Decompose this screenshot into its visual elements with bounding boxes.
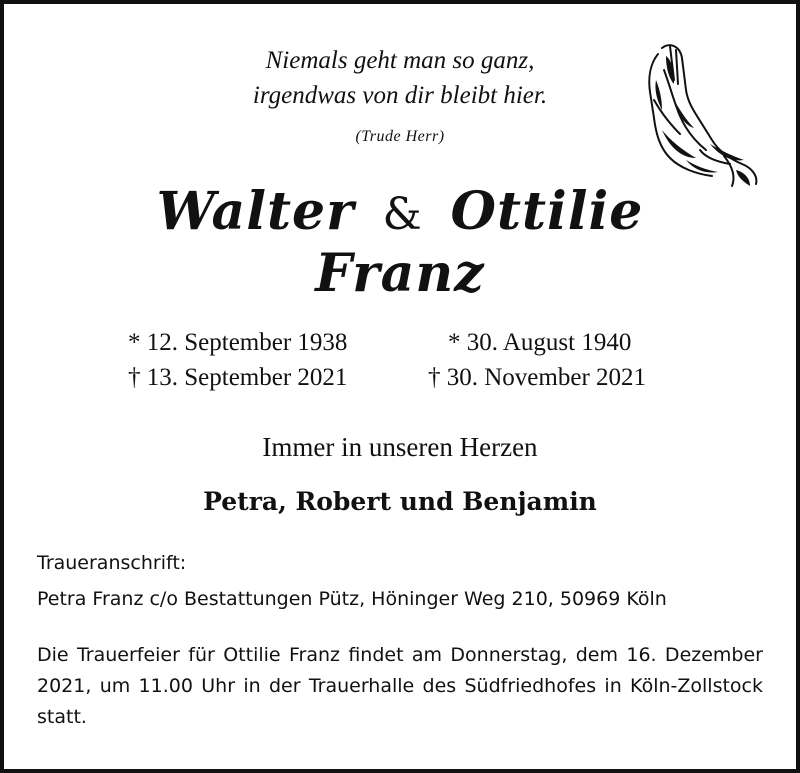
service-notice: Die Trauerfeier für Ottilie Franz findet am Donnerstag, dem 16. Dezember 2021, um 11.00 Uhr in der Trauerhalle des Südfriedhofes in Köln-Zollstock statt. [37, 644, 763, 728]
address-heading: Traueranschrift: [37, 552, 187, 574]
quote-author: (Trude Herr) [355, 128, 445, 145]
ottilie-birth-date: * 30. August 1940 [448, 329, 632, 356]
walter-birth-date: * 12. September 1938 [128, 329, 348, 356]
remembrance-text: Immer in unseren Herzen [262, 432, 538, 462]
walter-death-date: † 13. September 2021 [128, 364, 348, 391]
mourners-names: Petra, Robert und Benjamin [203, 487, 597, 516]
names-line [0, 182, 800, 245]
quote-line-2: irgendwas von dir bleibt hier. [252, 82, 548, 109]
quote-line-1: Niemals geht man so ganz, [265, 47, 535, 74]
praying-hands-icon [640, 40, 762, 190]
first-name-walter: Walter [156, 181, 355, 242]
ampersand: & [382, 189, 423, 240]
surname: Franz [315, 243, 485, 304]
address-line: Petra Franz c/o Bestattungen Pütz, Höninger Weg 210, 50969 Köln [37, 588, 667, 610]
first-name-ottilie: Ottilie [450, 181, 644, 242]
ottilie-death-date: † 30. November 2021 [428, 364, 647, 391]
